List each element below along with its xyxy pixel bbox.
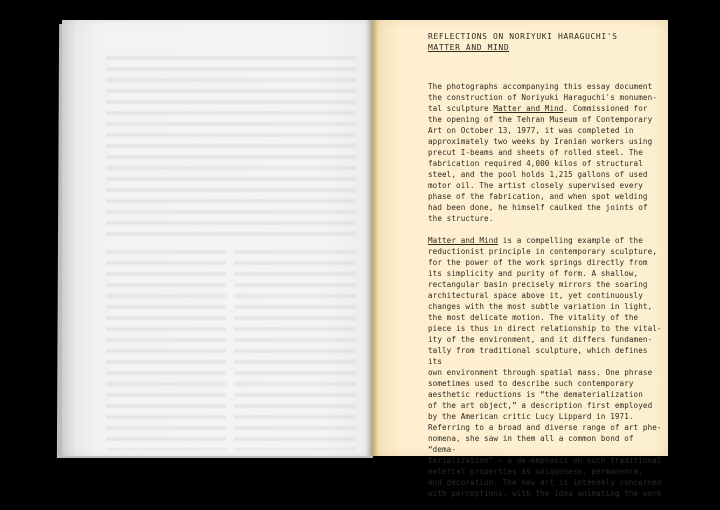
essay-heading	[428, 31, 664, 53]
essay-text	[428, 31, 664, 510]
right-page	[372, 20, 668, 498]
show-through-text-top	[106, 56, 356, 236]
heading-line-1: REFLECTIONS ON NORIYUKI HARAGUCHI'S	[428, 32, 618, 41]
show-through-text-right-column	[234, 250, 356, 450]
paragraph-2-title-ref: Matter and Mind	[428, 236, 499, 245]
show-through-text-left-column	[106, 250, 226, 450]
paragraph-1-lead: The photographs accompanying this essay document the construction of Noriyuki Haraguchi's monumen- tal sculpture	[428, 82, 657, 113]
heading-line-2: MATTER AND MIND	[428, 43, 510, 52]
paragraph-1-rest: . Commissioned for the opening of the Tehran Museum of Contemporary Art on October 13, 1977, it was completed in approximately two weeks by Iranian workers using precut I-beams and sheets of rolled steel. The fabrication required 4,000 kilos of structural steel, and the pool holds 1,215 gallons of used motor oil. The artist closely supervised every phase of the fabrication, and when spot welding had been done, he himself caulked the joints of the structure.	[428, 104, 653, 223]
left-page	[62, 20, 374, 456]
paragraph-1	[428, 81, 664, 224]
paragraph-2-rest: is a compelling example of the reductionist principle in contemporary sculpture, for the power of the work springs directly from its simplicity and purity of form. A shallow, rectangular basin precisely mirrors the soaring architectural space above it, yet continuously changes with the most subtle variation in light, the most delicate motion. The vitality of the piece is thus in direct relationship to the vital- ity of the environment, and it differs fundamen- tally from traditional sculpture, which defines its own environment through spatial mass. One phrase sometimes used to describe such contemporary aesthetic reductions is “the dematerialization of the art object,” a description first employed by the American critic Lucy Lippard in 1971. Referring to a broad and diverse range of art phe- nomena, she saw in them all a common bond of “dema- terialization” – a de-emphasis on such traditional material properties as uniqueness, permanence, and decoration. The new art is intensely concerned with perceptions, with the idea animating the work	[428, 236, 662, 498]
paragraph-1-title-ref: Matter and Mind	[493, 104, 564, 113]
paragraph-2	[428, 235, 664, 499]
